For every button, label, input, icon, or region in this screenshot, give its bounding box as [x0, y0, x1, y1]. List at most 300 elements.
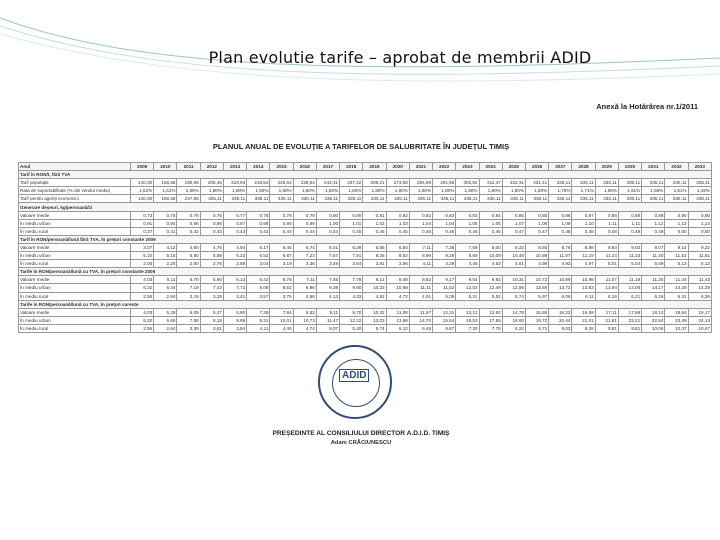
table-cell: 0,46 [433, 227, 456, 235]
table-cell: 3,39 [177, 324, 200, 332]
table-row [19, 308, 712, 316]
table-cell: 12,99 [502, 284, 525, 292]
table-cell: 1,80% [386, 187, 409, 195]
table-cell: 0,50 [665, 227, 688, 235]
decorative-header-curves [0, 0, 720, 90]
table-cell: 8,22 [502, 324, 525, 332]
table-cell: 16,22 [549, 308, 572, 316]
row-label: În mediu urban [19, 316, 131, 324]
table-cell: 1,80% [200, 187, 223, 195]
table-cell: 14,78 [502, 308, 525, 316]
slide-title: Plan evolutie tarife – aprobat de membrii ADID [208, 48, 592, 67]
table-cell: 2,55 [131, 324, 154, 332]
table-cell: 22,21 [618, 316, 641, 324]
table-cell: 0,91 [131, 219, 154, 227]
table-cell: 11,11 [409, 284, 432, 292]
table-cell: 0,43 [247, 227, 270, 235]
year-header-cell: 2021 [409, 163, 432, 171]
table-row [19, 195, 712, 203]
table-cell: 6,11 [572, 292, 595, 300]
table-cell: 0,78 [270, 211, 293, 219]
table-cell: 335,11 [223, 195, 246, 203]
table-cell: 1,80% [433, 187, 456, 195]
table-cell: 335,11 [572, 179, 595, 187]
year-header-cell: 2032 [665, 163, 688, 171]
table-cell: 23,48 [665, 316, 688, 324]
table-cell: 335,11 [688, 179, 711, 187]
table-cell: 2,05 [131, 260, 154, 268]
table-cell: 7,78 [340, 276, 363, 284]
table-cell: 8,32 [502, 243, 525, 251]
table-cell: 3,41 [223, 292, 246, 300]
table-cell: 9,81 [618, 324, 641, 332]
table-cell: 3,49 [316, 260, 339, 268]
table-cell: 0,44 [316, 227, 339, 235]
table-section-row [19, 235, 712, 243]
table-cell: 4,11 [247, 324, 270, 332]
year-header-cell: 2027 [549, 163, 572, 171]
table-cell: 1,06 [479, 219, 502, 227]
table-cell: 4,33 [340, 292, 363, 300]
table-section-row [19, 203, 712, 211]
table-cell: 2,64 [154, 324, 177, 332]
year-header-cell: 2024 [479, 163, 502, 171]
table-cell: 6,23 [223, 252, 246, 260]
table-cell: 5,09 [642, 260, 665, 268]
row-label: În mediu rural [19, 260, 131, 268]
year-header-cell: 2026 [525, 163, 548, 171]
table-cell: 5,07 [316, 324, 339, 332]
table-cell: 9,54 [456, 276, 479, 284]
table-cell: 3,04 [247, 260, 270, 268]
year-header-cell: 2009 [131, 163, 154, 171]
table-cell: 4,52 [363, 292, 386, 300]
table-cell: 0,79 [293, 211, 316, 219]
table-cell: 14,05 [618, 284, 641, 292]
table-cell: 16,53 [456, 316, 479, 324]
table-cell: 5,47 [200, 308, 223, 316]
table-cell: 335,11 [618, 195, 641, 203]
table-cell: 3,19 [177, 292, 200, 300]
table-cell: 13,50 [525, 284, 548, 292]
signature-block [10, 430, 712, 446]
table-cell: 12,22 [340, 316, 363, 324]
table-cell: 0,48 [572, 227, 595, 235]
table-cell: 1,13 [665, 219, 688, 227]
row-label: Rata de suportabilitate (% din venitul mediu) [19, 187, 131, 195]
table-cell: 1,80% [293, 187, 316, 195]
table-cell: 0,43 [223, 227, 246, 235]
table-cell: 0,82 [409, 211, 432, 219]
table-cell: 4,81 [502, 260, 525, 268]
table-cell: 1,04 [409, 219, 432, 227]
table-cell: 13,72 [549, 284, 572, 292]
table-cell: 1,80% [177, 187, 200, 195]
table-cell: 0,80 [340, 211, 363, 219]
table-cell: 335,11 [502, 195, 525, 203]
table-cell: 9,80 [340, 284, 363, 292]
table-row [19, 292, 712, 300]
table-cell: 1,61% [618, 187, 641, 195]
table-cell: 13,03 [363, 316, 386, 324]
table-cell: 0,48 [549, 227, 572, 235]
table-cell: 4,60 [177, 243, 200, 251]
table-cell: 11,24 [595, 252, 618, 260]
table-cell: 11,40 [642, 252, 665, 260]
row-label: Valoare medie [19, 243, 131, 251]
table-cell: 1,80% [363, 187, 386, 195]
table-cell: 8,18 [200, 316, 223, 324]
table-cell: 11,25 [642, 276, 665, 284]
table-cell: 0,96 [200, 219, 223, 227]
table-cell: 8,52 [270, 284, 293, 292]
table-cell: 3,96 [386, 260, 409, 268]
row-label: Tarif populație [19, 179, 131, 187]
table-cell: 0,76 [200, 211, 223, 219]
table-cell: 1,80% [340, 187, 363, 195]
annex-reference: Anexă la Hotărârea nr.1/2011 [596, 102, 698, 111]
table-cell: 156,56 [154, 179, 177, 187]
table-cell: 0,81 [363, 211, 386, 219]
table-cell: 8,25 [363, 252, 386, 260]
table-cell: 9,17 [433, 276, 456, 284]
year-header-cell: 2018 [340, 163, 363, 171]
table-cell: 302,82 [456, 179, 479, 187]
row-label: Valoare medie [19, 211, 131, 219]
signatory-name: Adam CRĂCIUNESCU [330, 440, 392, 446]
table-cell: 6,12 [386, 324, 409, 332]
table-cell: 3,29 [200, 292, 223, 300]
table-cell: 5,89 [200, 252, 223, 260]
table-cell: 2,20 [154, 260, 177, 268]
table-cell: 0,50 [688, 227, 711, 235]
table-cell: 11,06 [386, 308, 409, 316]
table-cell: 4,45 [270, 324, 293, 332]
table-cell: 5,11 [154, 276, 177, 284]
table-cell: 0,78 [247, 211, 270, 219]
table-cell: 7,23 [293, 252, 316, 260]
table-cell: 7,19 [177, 284, 200, 292]
table-cell: 13,92 [479, 308, 502, 316]
table-cell: 4,28 [433, 260, 456, 268]
table-row [19, 260, 712, 268]
table-section-row [19, 300, 712, 308]
table-cell: 1,66% [595, 187, 618, 195]
table-cell: 9,69 [456, 252, 479, 260]
table-cell: 6,90 [223, 308, 246, 316]
year-header-cell: 2028 [572, 163, 595, 171]
table-cell: 0,88 [595, 211, 618, 219]
table-cell: 6,87 [270, 252, 293, 260]
table-cell: 0,46 [456, 227, 479, 235]
table-cell: 6,16 [595, 292, 618, 300]
table-cell: 1,71% [572, 187, 595, 195]
table-cell: 3,81 [363, 260, 386, 268]
table-cell: 11,43 [688, 276, 711, 284]
table-cell: 11,52 [433, 284, 456, 292]
table-cell: 2,84 [154, 292, 177, 300]
year-header-cell: 2025 [502, 163, 525, 171]
year-header-cell: 2022 [433, 163, 456, 171]
table-cell: 335,11 [549, 195, 572, 203]
table-row [19, 324, 712, 332]
table-cell: 140,30 [131, 195, 154, 203]
table-cell: 16,69 [572, 308, 595, 316]
table-cell: 9,70 [340, 308, 363, 316]
table-cell: 11,18 [618, 276, 641, 284]
table-cell: 5,45 [270, 243, 293, 251]
table-cell: 0,49 [642, 227, 665, 235]
table-cell: 10,89 [525, 252, 548, 260]
table-cell: 11,67 [409, 308, 432, 316]
table-cell: 6,76 [270, 276, 293, 284]
row-label: În mediu urban [19, 219, 131, 227]
year-header-cell: 2011 [177, 163, 200, 171]
table-cell: 7,11 [409, 243, 432, 251]
table-cell: 7,38 [433, 243, 456, 251]
table-cell: 0,77 [223, 211, 246, 219]
table-cell: 335,11 [642, 179, 665, 187]
table-cell: 335,11 [316, 195, 339, 203]
table-cell: 11,19 [572, 252, 595, 260]
table-cell: 4,94 [223, 243, 246, 251]
official-stamp [318, 345, 392, 419]
table-cell: 5,70 [177, 276, 200, 284]
table-cell: 9,28 [572, 324, 595, 332]
table-cell: 335,11 [595, 179, 618, 187]
table-cell: 9,39 [316, 284, 339, 292]
table-cell: 9,22 [688, 243, 711, 251]
table-cell: 0,87 [572, 211, 595, 219]
table-cell: 9,51 [595, 324, 618, 332]
year-header-cell: 2031 [642, 163, 665, 171]
table-cell: 3,75 [270, 292, 293, 300]
table-cell: 8,12 [363, 276, 386, 284]
table-cell: 4,76 [200, 243, 223, 251]
table-cell: 1,09 [549, 219, 572, 227]
table-cell: 6,01 [316, 243, 339, 251]
table-cell: 0,94 [154, 219, 177, 227]
table-cell: 11,61 [688, 252, 711, 260]
table-cell: 0,96 [177, 219, 200, 227]
table-cell: 1,55% [642, 187, 665, 195]
table-cell: 1,14 [688, 219, 711, 227]
table-cell: 4,45 [456, 260, 479, 268]
table-cell: 18,64 [665, 308, 688, 316]
table-cell: 12,31 [433, 308, 456, 316]
table-cell: 8,71 [525, 324, 548, 332]
table-cell: 4,74 [293, 324, 316, 332]
table-cell: 10,98 [572, 276, 595, 284]
table-cell: 11,34 [665, 276, 688, 284]
table-cell: 9,07 [642, 243, 665, 251]
table-cell: 3,96 [293, 292, 316, 300]
table-cell: 0,82 [386, 211, 409, 219]
scanned-document [10, 98, 712, 528]
table-cell: 10,67 [688, 324, 711, 332]
table-cell: 5,74 [363, 324, 386, 332]
table-cell: 1,10 [572, 219, 595, 227]
table-cell: 0,37 [131, 227, 154, 235]
table-cell: 10,48 [502, 252, 525, 260]
year-header-cell: 2012 [200, 163, 223, 171]
year-header-cell: 2015 [270, 163, 293, 171]
table-cell: 9,92 [479, 276, 502, 284]
table-cell: 218,54 [247, 179, 270, 187]
table-cell: 190,65 [177, 179, 200, 187]
table-cell: 0,83 [433, 211, 456, 219]
table-cell: 5,31 [456, 292, 479, 300]
table-cell: 156,56 [154, 195, 177, 203]
table-cell: 0,46 [479, 227, 502, 235]
year-header-cell: 2023 [456, 163, 479, 171]
table-cell: 335,11 [433, 195, 456, 203]
table-cell: 10,32 [363, 308, 386, 316]
table-cell: 7,75 [479, 324, 502, 332]
year-header-cell: 2013 [223, 163, 246, 171]
table-section-row [19, 171, 712, 179]
table-cell: 17,68 [618, 308, 641, 316]
table-cell: 335,11 [572, 195, 595, 203]
table-row [19, 187, 712, 195]
table-cell: 6,84 [386, 243, 409, 251]
table-cell: 18,60 [502, 316, 525, 324]
table-cell: 8,48 [386, 276, 409, 284]
year-header-label: Anul [19, 163, 131, 171]
table-cell: 6,06 [549, 292, 572, 300]
table-cell: 268,21 [363, 179, 386, 187]
table-cell: 5,90 [200, 276, 223, 284]
signature-heading: PREȘEDINTE AL CONSILIULUI DIRECTOR A.D.I.D. TIMIȘ [272, 430, 450, 437]
table-cell: 1,80% [479, 187, 502, 195]
table-cell: 3,07 [131, 243, 154, 251]
row-label: Valoare medie [19, 276, 131, 284]
table-cell: 2,76 [200, 260, 223, 268]
table-cell: 1,80% [502, 187, 525, 195]
table-cell: 0,98 [247, 219, 270, 227]
table-cell: 1,61% [154, 187, 177, 195]
table-cell: 335,11 [200, 195, 223, 203]
table-cell: 7,84 [270, 308, 293, 316]
table-cell: 1,07 [502, 219, 525, 227]
table-cell: 1,80% [316, 187, 339, 195]
table-cell: 8,93 [595, 243, 618, 251]
table-cell: 9,02 [618, 243, 641, 251]
table-cell: 6,31 [665, 292, 688, 300]
table-cell: 1,76% [549, 187, 572, 195]
row-label: Valoare medie [19, 308, 131, 316]
table-cell: 335,11 [618, 179, 641, 187]
table-cell: 11,07 [549, 252, 572, 260]
table-cell: 5,74 [502, 292, 525, 300]
table-cell: 4,13 [316, 292, 339, 300]
table-cell: 5,13 [688, 260, 711, 268]
table-cell: 4,03 [131, 308, 154, 316]
table-cell: 6,28 [340, 243, 363, 251]
table-cell: 13,86 [386, 316, 409, 324]
year-header-cell: 2010 [154, 163, 177, 171]
table-cell: 9,31 [247, 316, 270, 324]
table-cell: 0,46 [409, 227, 432, 235]
table-cell: 9,03 [549, 324, 572, 332]
table-cell: 8,62 [386, 252, 409, 260]
table-cell: 8,08 [247, 284, 270, 292]
table-cell: 3,84 [223, 324, 246, 332]
table-cell: 10,37 [665, 324, 688, 332]
table-cell: 24,14 [688, 316, 711, 324]
table-cell: 10,31 [502, 276, 525, 284]
table-cell: 0,49 [618, 227, 641, 235]
table-cell: 335,11 [270, 195, 293, 203]
table-cell: 8,82 [409, 276, 432, 284]
table-cell: 2,88 [223, 260, 246, 268]
year-header-cell: 2029 [595, 163, 618, 171]
table-cell: 7,69 [456, 243, 479, 251]
table-cell: 5,09 [433, 292, 456, 300]
table-cell: 0,45 [340, 227, 363, 235]
table-cell: 5,97 [525, 292, 548, 300]
table-cell: 7,68 [177, 316, 200, 324]
table-cell: 10,68 [386, 284, 409, 292]
table-cell: 17,55 [479, 316, 502, 324]
table-cell: 13,94 [595, 284, 618, 292]
table-cell: 17,11 [595, 308, 618, 316]
table-cell: 0,99 [270, 219, 293, 227]
table-cell: 244,31 [316, 179, 339, 187]
table-cell: 1,80% [525, 187, 548, 195]
table-cell: 247,66 [177, 195, 200, 203]
table-cell: 1,80% [223, 187, 246, 195]
table-cell: 8,00 [479, 243, 502, 251]
table-cell: 13,83 [572, 284, 595, 292]
year-header-cell: 2033 [688, 163, 711, 171]
table-cell: 6,26 [642, 292, 665, 300]
table-cell: 4,12 [154, 243, 177, 251]
table-row [19, 276, 712, 284]
table-cell: 15,54 [433, 316, 456, 324]
table-cell: 0,73 [131, 211, 154, 219]
tariff-evolution-table [18, 162, 712, 333]
table-cell: 5,01 [595, 260, 618, 268]
table-cell: 0,90 [665, 211, 688, 219]
table-cell: 8,65 [525, 243, 548, 251]
table-cell: 0,85 [502, 211, 525, 219]
table-cell: 14,17 [642, 284, 665, 292]
table-cell: 206,46 [200, 179, 223, 187]
table-cell: 140,30 [131, 179, 154, 187]
table-cell: 5,29 [154, 308, 177, 316]
table-cell: 7,11 [293, 276, 316, 284]
table-cell: 3,19 [270, 260, 293, 268]
table-cell: 7,91 [340, 252, 363, 260]
table-cell: 335,11 [456, 195, 479, 203]
table-cell: 20,44 [549, 316, 572, 324]
table-cell: 3,61 [200, 324, 223, 332]
year-header-cell: 2017 [316, 163, 339, 171]
table-cell: 5,40 [340, 324, 363, 332]
year-header-cell: 2016 [293, 163, 316, 171]
table-cell: 11,47 [316, 316, 339, 324]
table-cell: 5,80 [177, 252, 200, 260]
table-cell: 1,04 [433, 219, 456, 227]
table-cell: 7,43 [200, 284, 223, 292]
table-cell: 12,02 [456, 284, 479, 292]
table-cell: 8,69 [223, 316, 246, 324]
table-row [19, 243, 712, 251]
table-cell: 0,76 [177, 211, 200, 219]
table-cell: 1,08 [525, 219, 548, 227]
table-cell: 335,11 [247, 195, 270, 203]
